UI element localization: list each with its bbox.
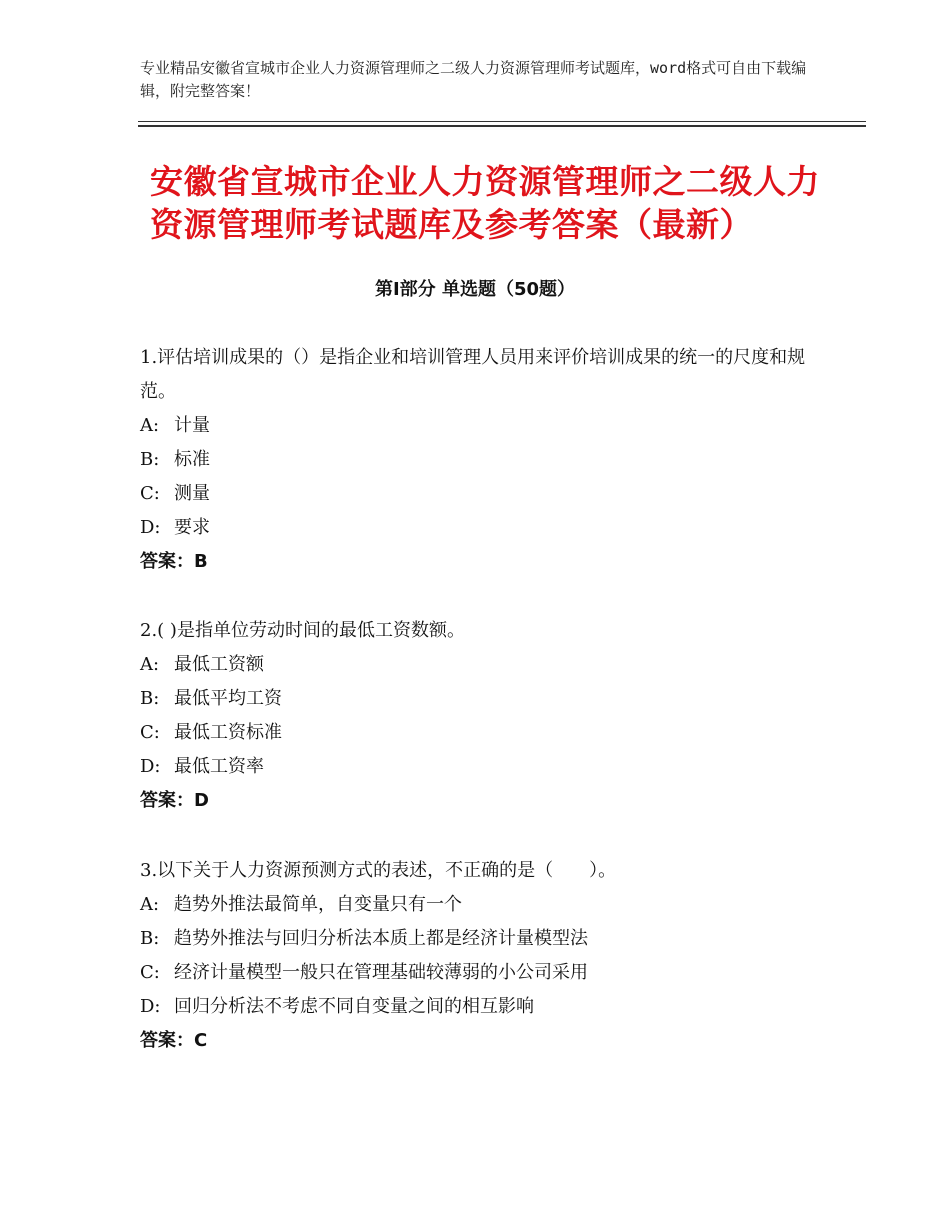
option-text: 趋势外推法与回归分析法本质上都是经济计量模型法 — [174, 928, 588, 949]
option-key: B: — [140, 449, 160, 470]
option-b — [140, 443, 820, 477]
option-text: 趋势外推法最简单，自变量只有一个 — [174, 894, 462, 915]
option-c — [140, 477, 820, 511]
answer: 答案：B — [140, 551, 208, 572]
option-a — [140, 888, 820, 922]
option-text: 计量 — [174, 415, 210, 436]
option-key: D: — [140, 517, 161, 538]
option-a — [140, 409, 820, 443]
option-c — [140, 956, 820, 990]
option-c — [140, 716, 820, 750]
option-text: 要求 — [174, 517, 210, 538]
header-note: 专业精品安徽省宣城市企业人力资源管理师之二级人力资源管理师考试题库，word格式可自由下载编辑，附完整答案！ — [140, 59, 807, 100]
section-heading: 第Ⅰ部分 单选题（50题） — [374, 279, 575, 300]
answer: 答案：C — [140, 1030, 208, 1051]
question-3 — [140, 854, 820, 1058]
option-key: A: — [140, 415, 160, 436]
option-key: D: — [140, 756, 161, 777]
header-divider-thick — [138, 125, 866, 127]
document-title: 安徽省宣城市企业人力资源管理师之二级人力资源管理师考试题库及参考答案（最新） — [150, 162, 820, 244]
option-key: A: — [140, 894, 160, 915]
option-key: C: — [140, 483, 160, 504]
question-2 — [140, 614, 820, 818]
option-text: 测量 — [174, 483, 210, 504]
option-key: C: — [140, 722, 160, 743]
question-1 — [140, 341, 820, 579]
question-stem: 1.评估培训成果的（）是指企业和培训管理人员用来评价培训成果的统一的尺度和规范。 — [140, 347, 806, 402]
option-key: A: — [140, 654, 160, 675]
option-key: C: — [140, 962, 160, 983]
option-text: 标准 — [174, 449, 210, 470]
option-key: B: — [140, 688, 160, 709]
option-a — [140, 648, 820, 682]
answer: 答案：D — [140, 790, 209, 811]
option-d — [140, 511, 820, 545]
header-divider-thin — [138, 121, 866, 122]
option-text: 回归分析法不考虑不同自变量之间的相互影响 — [174, 996, 534, 1017]
option-key: B: — [140, 928, 160, 949]
option-key: D: — [140, 996, 161, 1017]
option-d — [140, 750, 820, 784]
option-b — [140, 682, 820, 716]
option-d — [140, 990, 820, 1024]
option-text: 最低工资额 — [174, 654, 264, 675]
option-text: 最低平均工资 — [174, 688, 282, 709]
option-text: 最低工资标准 — [174, 722, 282, 743]
question-stem: 2.( )是指单位劳动时间的最低工资数额。 — [140, 620, 465, 641]
option-text: 经济计量模型一般只在管理基础较薄弱的小公司采用 — [174, 962, 588, 983]
question-stem: 3.以下关于人力资源预测方式的表述，不正确的是（ ）。 — [140, 860, 617, 881]
option-b — [140, 922, 820, 956]
option-text: 最低工资率 — [174, 756, 264, 777]
